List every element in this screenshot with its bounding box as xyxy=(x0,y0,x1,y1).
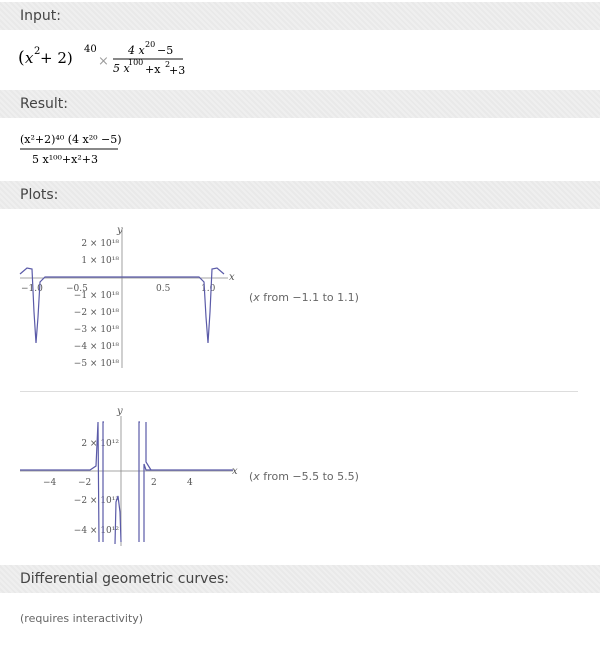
plots-divider xyxy=(20,391,578,392)
plot-2-xtick-2: 2 xyxy=(151,478,157,488)
plot-1-x-label: x xyxy=(229,272,235,283)
plot-2-range-var: x xyxy=(253,470,260,483)
plot-1-ytick-1: 1 × 10¹⁸ xyxy=(81,256,119,266)
result-numerator: (x²+2)⁴⁰ (4 x²⁰ −5) xyxy=(20,133,122,146)
plot-2-xtick-3: 4 xyxy=(187,478,193,488)
denominator-mid: +x xyxy=(145,63,161,76)
numerator-tail: −5 xyxy=(157,44,174,57)
times-sign: × xyxy=(98,54,109,69)
plot-1-xtick-3: 1.0 xyxy=(201,284,216,294)
plot-1-range-text: from −1.1 to 1.1) xyxy=(259,291,359,304)
plot-1-range-note xyxy=(249,291,359,304)
plot-2-range-text: from −5.5 to 5.5) xyxy=(259,470,359,483)
plot-2-range-prefix: ( xyxy=(249,470,254,483)
input-expression xyxy=(18,38,248,78)
plot-1-ytick-0: 2 × 10¹⁸ xyxy=(81,239,119,249)
plot-2-x-label: x xyxy=(232,466,238,477)
result-expression-svg xyxy=(18,130,218,170)
input-add: + 2) xyxy=(40,49,73,67)
denominator-tail: +3 xyxy=(169,64,186,77)
denominator-coef: 5 x xyxy=(113,62,130,75)
plot-1-range-prefix: ( xyxy=(249,291,254,304)
plots-pod-header xyxy=(0,181,600,209)
input-pod-title: Input: xyxy=(20,8,61,24)
result-pod-header xyxy=(0,90,600,118)
plot-1-ytick-6: −5 × 10¹⁸ xyxy=(73,359,119,369)
plot-1-y-label: y xyxy=(117,225,123,236)
plot-2-ytick-1: −2 × 10¹² xyxy=(73,496,119,506)
numerator-exp: 20 xyxy=(145,40,156,49)
svg-text:(: ( xyxy=(18,48,25,68)
plot-2-ytick-2: −4 × 10¹² xyxy=(73,526,119,536)
plot-2-xtick-0: −4 xyxy=(43,478,57,488)
curves-pod-header xyxy=(0,565,600,593)
input-power: 40 xyxy=(84,44,97,55)
result-pod-title: Result: xyxy=(20,96,68,112)
plot-1-ytick-4: −3 × 10¹⁸ xyxy=(73,325,119,335)
plot-1-xtick-0: −1.0 xyxy=(21,284,43,294)
input-expression-svg xyxy=(18,38,248,78)
plot-2-y-label: y xyxy=(117,406,123,417)
plot-1-range-var: x xyxy=(253,291,260,304)
plot-1-ytick-5: −4 × 10¹⁸ xyxy=(73,342,119,352)
plot-1-ytick-3: −2 × 10¹⁸ xyxy=(73,308,119,318)
plot-2-ytick-0: 2 × 10¹² xyxy=(81,439,119,449)
plot-1-xtick-1: −0.5 xyxy=(66,284,88,294)
plot-2-xtick-1: −2 xyxy=(78,478,92,488)
plot-2-curve-right-inner xyxy=(139,422,140,542)
plot-2-curve-right-outer xyxy=(146,422,151,470)
result-denominator: 5 x¹⁰⁰+x²+3 xyxy=(32,153,98,166)
input-base: x xyxy=(25,49,34,67)
plot-2-range-note xyxy=(249,470,359,483)
requires-interactivity-note: (requires interactivity) xyxy=(20,612,144,625)
denominator-exp2: 2 xyxy=(165,60,171,69)
curves-pod-title: Differential geometric curves: xyxy=(20,571,229,587)
plot-1-xtick-2: 0.5 xyxy=(156,284,171,294)
plot-2-curve-right xyxy=(144,464,233,542)
numerator-coef: 4 x xyxy=(128,44,145,57)
result-expression xyxy=(18,130,218,170)
input-exp: 2 xyxy=(34,46,41,57)
plot-1 xyxy=(15,222,245,372)
plot-1-ytick-2: −1 × 10¹⁸ xyxy=(73,291,119,301)
input-pod-header xyxy=(0,2,600,30)
plot-2 xyxy=(15,402,245,552)
denominator-exp: 100 xyxy=(128,58,144,67)
plots-pod-title: Plots: xyxy=(20,187,59,203)
